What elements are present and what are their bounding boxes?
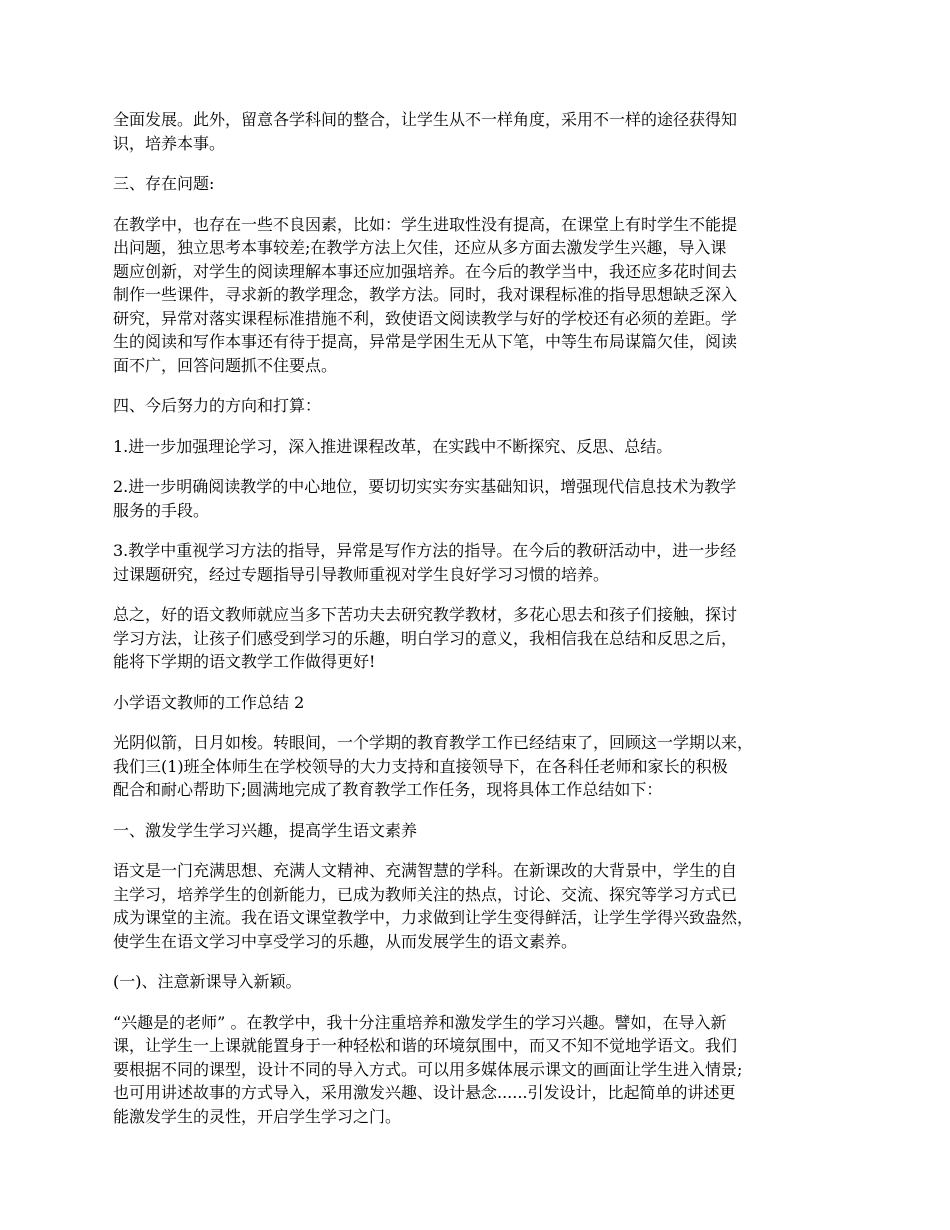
section-heading <box>113 172 843 196</box>
section-heading <box>113 819 843 843</box>
text-line: 配合和耐心帮助下;圆满地完成了教育教学工作任务，现将具体工作总结如下： <box>113 780 663 799</box>
list-item <box>113 539 843 586</box>
text-line: 光阴似箭，日月如梭。转眼间，一个学期的教育教学工作已经结束了，回顾这一学期以来， <box>113 733 754 752</box>
text-line: 面不广，回答问题抓不住要点。 <box>113 355 338 375</box>
text-line: 成为课堂的主流。我在语文课堂教学中，力求做到让学生变得鲜活，让学生学得兴致盎然， <box>113 908 754 927</box>
text-line: “兴趣是的老师” 。在教学中，我十分注重培养和激发学生的学习兴趣。譬如，在导入新 <box>113 1012 727 1032</box>
text-line: 语文是一门充满思想、充满人文精神、充满智慧的学科。在新课改的大背景中，学生的自 <box>113 861 738 880</box>
text-line: 课，让学生一上课就能置身于一种轻松和谐的环境氛围中，而又不知不觉地学语文。我们 <box>113 1036 738 1055</box>
subsection-heading <box>113 970 843 994</box>
text-line: 生的阅读和写作本事还有待于提高，异常是学困生无从下笔，中等生布局谋篇欠佳，阅读 <box>113 332 738 351</box>
document-title <box>113 691 843 715</box>
text-line: 研究，异常对落实课程标准措施不利，致使语文阅读教学与好的学校还有必须的差距。学 <box>113 308 738 328</box>
text-line: 3.教学中重视学习方法的指导，异常是写作方法的指导。在今后的教研活动中，进一步经 <box>113 541 737 560</box>
paragraph <box>113 731 843 802</box>
text-line: 在教学中，也存在一些不良因素，比如：学生进取性没有提高，在课堂上有时学生不能提 <box>113 214 738 234</box>
text-line: 要根据不同的课型，设计不同的导入方式。可以用多媒体展示课文的画面让学生进入情景; <box>113 1059 743 1079</box>
paragraph <box>113 1011 843 1129</box>
text-line: 制作一些课件，寻求新的教学理念，教学方法。同时，我对课程标准的指导思想缺乏深入 <box>113 285 738 304</box>
text-line: 使学生在语文学习中享受学习的乐趣，从而发展学生的语文素养。 <box>113 931 578 951</box>
text-line: 识，培养本事。 <box>113 133 226 153</box>
document-page <box>113 108 843 1145</box>
text-line: 学习方法，让孩子们感受到学习的乐趣，明白学习的意义，我相信我在总结和反思之后， <box>113 628 738 648</box>
text-line: 题应创新，对学生的阅读理解本事还应加强培养。在今后的教学当中，我还应多花时间去 <box>113 261 738 281</box>
paragraph <box>113 108 843 155</box>
text-line: 能激发学生的灵性，开启学生学习之门。 <box>113 1106 402 1126</box>
text-line: 2.进一步明确阅读教学的中心地位，要切切实实夯实基础知识，增强现代信息技术为教学 <box>113 477 737 496</box>
text-line: 过课题研究，经过专题指导引导教师重视对学生良好学习习惯的培养。 <box>113 564 610 584</box>
text-line: 总之，好的语文教师就应当多下苦功夫去研究教学教材，多花心思去和孩子们接触，探讨 <box>113 605 738 624</box>
paragraph <box>113 213 843 378</box>
paragraph <box>113 859 843 953</box>
text-line: 能将下学期的语文教学工作做得更好! <box>113 652 376 671</box>
section-heading <box>113 394 843 418</box>
text-line: 主学习，培养学生的创新能力，已成为教师关注的热点，讨论、交流、探究等学习方式已 <box>113 884 738 904</box>
text-line: 服务的手段。 <box>113 500 210 520</box>
text-line: 1.进一步加强理论学习，深入推进课程改革，在实践中不断探究、反思、总结。 <box>113 436 673 456</box>
text-line: 也可用讲述故事的方式导入，采用激发兴趣、设计悬念......引发设计，比起简单的讲述更 <box>113 1083 736 1102</box>
text-line: 三、存在问题: <box>113 174 215 193</box>
list-item <box>113 475 843 522</box>
list-item <box>113 435 843 459</box>
text-line: 四、今后努力的方向和打算： <box>113 396 322 415</box>
text-line: 出问题，独立思考本事较差;在教学方法上欠佳，还应从多方面去激发学生兴趣，导入课 <box>113 238 727 257</box>
text-line: (一)、注意新课导入新颖。 <box>113 972 302 991</box>
text-line: 全面发展。此外，留意各学科间的整合，让学生从不一样角度，采用不一样的途径获得知 <box>113 110 738 129</box>
text-line: 一、激发学生学习兴趣，提高学生语文素养 <box>113 820 418 840</box>
text-line: 小学语文教师的工作总结 2 <box>113 692 305 712</box>
paragraph <box>113 603 843 674</box>
text-line: 我们三(1)班全体师生在学校领导的大力支持和直接领导下，在各科任老师和家长的积极 <box>113 756 728 776</box>
